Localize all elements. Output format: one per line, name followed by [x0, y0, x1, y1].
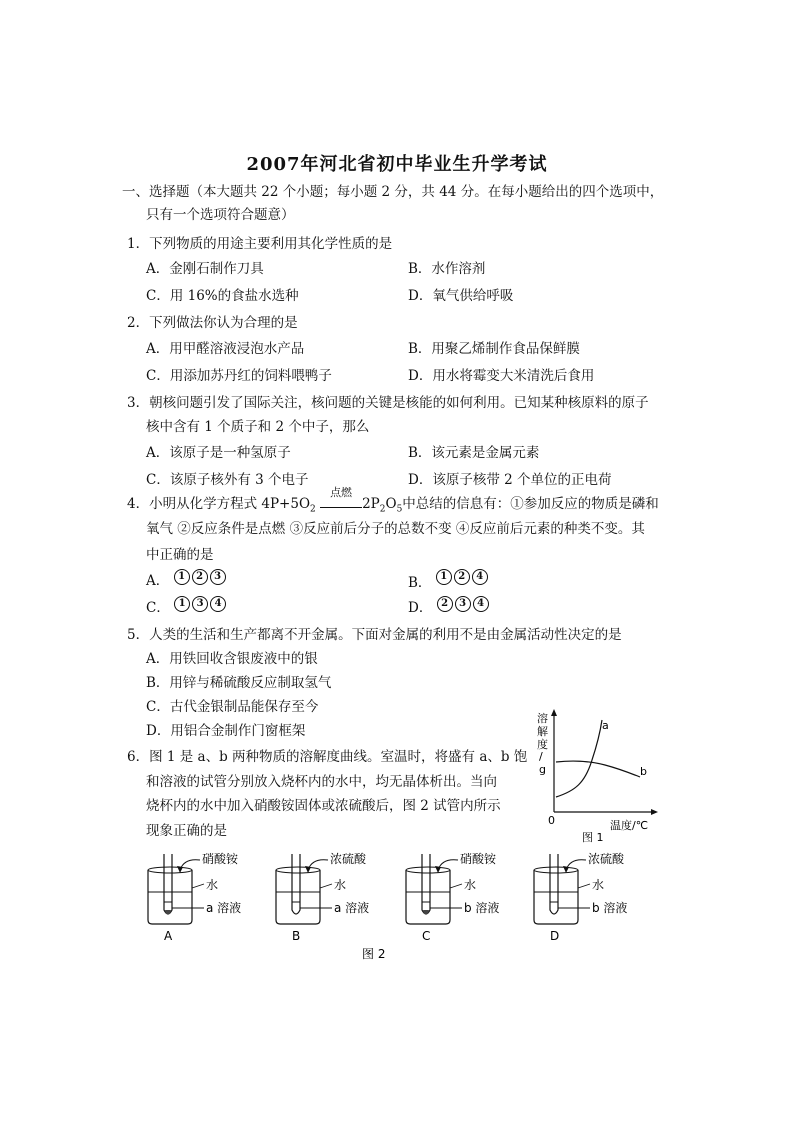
q6-stem: 6．图 1 是 a、b 两种物质的溶解度曲线。室温时，将盛有 a、b 饱 — [127, 749, 528, 765]
beaker-outline — [148, 870, 192, 924]
q3-option-d: D．该原子核带 2 个单位的正电荷 — [408, 472, 612, 488]
x-axis-label: 温度/℃ — [610, 819, 649, 832]
reaction-condition-label: 点燃 — [330, 486, 353, 499]
q1-option-c: C．用 16%的食盐水选种 — [146, 288, 299, 304]
q4-option-c-label: C． — [146, 600, 170, 616]
q1-option-a: A．金刚石制作刀具 — [146, 261, 264, 277]
circled-number: 1 — [174, 596, 190, 612]
water-pointer — [192, 884, 204, 888]
reagent-arrowhead — [563, 866, 569, 873]
q4-product: 2P — [362, 496, 380, 512]
water-label: 水 — [206, 878, 219, 892]
reagent-label: 浓硫酸 — [588, 852, 625, 866]
ylabel-char: / — [539, 750, 543, 763]
panel-letter: C — [422, 929, 431, 943]
beaker-panel — [148, 851, 241, 943]
q2-option-a: A．用甲醛溶液浸泡水产品 — [146, 341, 305, 357]
q4-option-d-circles — [437, 594, 491, 610]
q4-stem-pre: 4．小明从化学方程式 4P+5O — [127, 496, 311, 512]
q4-option-c — [146, 598, 228, 618]
q4-o2-subscript: 2 — [310, 504, 316, 515]
q6-stem-cont2: 烧杯内的水中加入硝酸铵固体或浓硫酸后，图 2 试管内所示 — [146, 798, 501, 814]
beaker-rim — [534, 867, 578, 873]
water-label: 水 — [334, 878, 347, 892]
curve-b — [556, 761, 640, 777]
beaker-outline — [276, 870, 320, 924]
q4-option-d — [408, 598, 491, 618]
q4-stem-cont2: 中正确的是 — [146, 547, 214, 563]
circled-number: 3 — [455, 596, 471, 612]
beaker-panel — [534, 851, 627, 943]
figure-2-beakers — [140, 848, 660, 966]
y-axis-arrow — [551, 709, 557, 716]
solution-label: a 溶液 — [206, 901, 242, 915]
q4-option-a-circles — [174, 567, 228, 583]
circled-number: 1 — [174, 569, 190, 585]
q4-option-d-label: D． — [408, 600, 433, 616]
circled-number: 4 — [473, 596, 489, 612]
beaker-outline — [406, 870, 450, 924]
reagent-arrowhead — [177, 866, 183, 873]
ylabel-char: 溶 — [537, 712, 548, 725]
q4-stem-post: 中总结的信息有：①参加反应的物质是磷和 — [402, 496, 659, 512]
panel-letter: D — [550, 929, 560, 943]
q5-option-d: D．用铝合金制作门窗框架 — [146, 723, 306, 739]
test-tube — [422, 854, 430, 914]
circled-number: 2 — [454, 569, 470, 585]
q4-option-b-circles — [436, 567, 490, 583]
q4-option-b-label: B． — [408, 575, 432, 591]
reagent-arrowhead — [305, 866, 311, 873]
curve-a — [556, 720, 602, 797]
q4-option-a-label: A． — [146, 573, 170, 589]
beaker-rim — [148, 867, 192, 873]
solution-label: a 溶液 — [334, 901, 370, 915]
water-label: 水 — [592, 878, 605, 892]
circled-number: 4 — [472, 569, 488, 585]
circled-number: 2 — [192, 569, 208, 585]
q6-stem-cont: 和溶液的试管分别放入烧杯内的水中，均无晶体析出。当向 — [146, 774, 497, 790]
exam-title: 2007年河北省初中毕业生升学考试 — [246, 154, 548, 175]
x-axis-arrow — [651, 809, 658, 815]
q2-option-b: B．用聚乙烯制作食品保鲜膜 — [408, 341, 580, 357]
test-tube — [550, 854, 558, 914]
water-pointer — [578, 884, 590, 888]
q1-option-b: B．水作溶剂 — [408, 261, 486, 277]
section-heading: 一、选择题（本大题共 22 个小题；每小题 2 分，共 44 分。在每小题给出的四个选项中， — [122, 184, 664, 200]
solution-label: b 溶液 — [464, 901, 500, 915]
test-tube — [292, 854, 300, 914]
ylabel-char: g — [539, 763, 546, 776]
ylabel-char: 解 — [537, 725, 548, 738]
q2-stem: 2．下列做法你认为合理的是 — [127, 315, 298, 331]
figure-1-solubility-graph — [530, 705, 660, 847]
figure-1-caption: 图 1 — [582, 831, 604, 844]
origin-label: 0 — [548, 814, 555, 827]
q4-stem — [127, 486, 659, 520]
reaction-arrow — [320, 507, 362, 508]
q4-stem-cont: 氧气 ②反应条件是点燃 ③反应前后分子的总数不变 ④反应前后元素的种类不变。其 — [146, 521, 645, 537]
solution-label: b 溶液 — [592, 901, 628, 915]
q4-p-subscript: 2 — [379, 504, 386, 515]
beaker-rim — [276, 867, 320, 873]
q2-option-c: C．用添加苏丹红的饲料喂鸭子 — [146, 368, 332, 384]
circled-number: 2 — [437, 596, 453, 612]
crystal-deposit — [423, 910, 429, 914]
circled-number: 1 — [436, 569, 452, 585]
circled-number: 3 — [192, 596, 208, 612]
water-pointer — [320, 884, 332, 888]
q6-stem-cont3: 现象正确的是 — [146, 823, 227, 839]
figure-2-caption: 图 2 — [362, 947, 386, 961]
reagent-arrowhead — [435, 866, 441, 873]
q4-option-b — [408, 573, 490, 593]
q3-stem-cont: 核中含有 1 个质子和 2 个中子，那么 — [146, 419, 370, 435]
section-heading-cont: 只有一个选项符合题意） — [146, 207, 295, 223]
reagent-label: 硝酸铵 — [202, 852, 239, 866]
q4-o-subscript: 5 — [396, 504, 403, 515]
q5-stem: 5．人类的生活和生产都离不开金属。下面对金属的利用不是由金属活动性决定的是 — [127, 627, 622, 643]
reaction-condition — [320, 486, 362, 508]
reagent-label: 硝酸铵 — [460, 852, 497, 866]
beaker-outline — [534, 870, 578, 924]
q4-option-c-circles — [174, 594, 228, 610]
water-pointer — [450, 884, 462, 888]
test-tube — [164, 854, 172, 914]
circled-number: 3 — [210, 569, 226, 585]
beaker-panel — [406, 851, 499, 943]
beaker-panel — [276, 851, 369, 943]
q4-option-a — [146, 571, 228, 591]
panel-letter: A — [164, 929, 173, 943]
q4-product-o: O — [385, 496, 397, 512]
reagent-label: 浓硫酸 — [330, 852, 367, 866]
crystal-deposit — [165, 910, 171, 914]
q3-option-a: A．该原子是一种氢原子 — [146, 445, 291, 461]
q3-stem: 3．朝核问题引发了国际关注，核问题的关键是核能的如何利用。已知某种核原料的原子 — [127, 395, 649, 411]
beaker-rim — [406, 867, 450, 873]
circled-number: 4 — [210, 596, 226, 612]
water-label: 水 — [464, 878, 477, 892]
q3-option-c: C．该原子核外有 3 个电子 — [146, 472, 309, 488]
curve-a-label: a — [602, 719, 609, 732]
curve-b-label: b — [640, 765, 647, 778]
q1-option-d: D．氧气供给呼吸 — [408, 288, 514, 304]
q5-option-b: B．用锌与稀硫酸反应制取氢气 — [146, 675, 332, 691]
ylabel-char: 度 — [537, 738, 548, 751]
q1-stem: 1．下列物质的用途主要利用其化学性质的是 — [127, 236, 393, 252]
q5-option-a: A．用铁回收含银废液中的银 — [146, 651, 318, 667]
panel-letter: B — [292, 929, 301, 943]
q3-option-b: B．该元素是金属元素 — [408, 445, 540, 461]
q2-option-d: D．用水将霉变大米清洗后食用 — [408, 368, 595, 384]
q5-option-c: C．古代金银制品能保存至今 — [146, 699, 319, 715]
